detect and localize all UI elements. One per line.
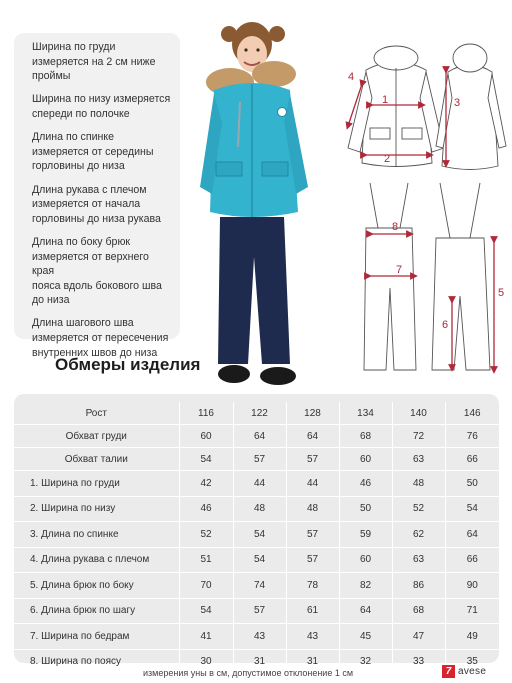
measurement-note: Длина шагового шва измеряется от пересечения внутренних швов до низа (32, 317, 169, 359)
table-cell: 51 (179, 547, 233, 573)
table-cell: 140 (392, 402, 445, 425)
size-table (14, 402, 499, 674)
table-cell: 47 (392, 624, 445, 650)
table-cell: 76 (445, 425, 499, 448)
brand-logo (442, 665, 486, 678)
row-label: 1. Ширина по груди (14, 471, 179, 497)
table-cell: 32 (339, 649, 392, 674)
measurement-note: Длина рукава с плечом измеряется от начала горловины до низа рукава (32, 183, 161, 225)
table-cell: 64 (339, 598, 392, 624)
table-cell: 43 (233, 624, 286, 650)
page-title: Обмеры изделия (55, 355, 201, 374)
diagram-label-5: 5 (498, 287, 505, 299)
brand-name: avese (458, 666, 487, 677)
table-row (14, 624, 499, 650)
table-cell: 44 (286, 471, 339, 497)
table-cell: 57 (233, 598, 286, 624)
table-cell: 57 (286, 522, 339, 548)
measurement-note: Ширина по груди измеряется на 2 см ниже проймы (32, 41, 156, 83)
table-cell: 70 (179, 573, 233, 599)
table-cell: 54 (445, 496, 499, 522)
table-cell: 74 (233, 573, 286, 599)
table-cell: 68 (339, 425, 392, 448)
diagram-label-7: 7 (396, 264, 403, 276)
table-cell: 62 (392, 522, 445, 548)
table-cell: 86 (392, 573, 445, 599)
row-label: 3. Длина по спинке (14, 522, 179, 548)
table-row (14, 496, 499, 522)
measurement-diagrams (340, 28, 512, 388)
table-cell: 46 (179, 496, 233, 522)
table-cell: 33 (392, 649, 445, 674)
table-header-row (14, 402, 499, 425)
table-cell: 57 (233, 448, 286, 471)
table-cell: 68 (392, 598, 445, 624)
table-cell: 52 (392, 496, 445, 522)
row-label: Обхват талии (14, 448, 179, 471)
table-cell: 43 (286, 624, 339, 650)
row-label: 6. Длина брюк по шагу (14, 598, 179, 624)
table-row (14, 471, 499, 497)
table-cell: 52 (179, 522, 233, 548)
table-cell: 66 (445, 547, 499, 573)
table-cell: 42 (179, 471, 233, 497)
table-header-row (14, 425, 499, 448)
table-cell: 54 (233, 522, 286, 548)
table-row (14, 547, 499, 573)
row-label: 8. Ширина по поясу (14, 649, 179, 674)
table-row (14, 573, 499, 599)
table-cell: 48 (233, 496, 286, 522)
table-cell: 60 (339, 448, 392, 471)
table-cell: 48 (286, 496, 339, 522)
diagram-label-6: 6 (442, 319, 449, 331)
table-cell: 54 (179, 598, 233, 624)
table-cell: 78 (286, 573, 339, 599)
table-cell: 49 (445, 624, 499, 650)
table-cell: 30 (179, 649, 233, 674)
measurement-note: Длина по боку брюк измеряется от верхнего края пояса вдоль бокового шва до низа (32, 235, 162, 307)
footer-note: измерения уны в см, допустимое отклонение 1 см (143, 668, 354, 678)
table-cell: 46 (339, 471, 392, 497)
table-cell: 50 (445, 471, 499, 497)
diagram-label-8: 8 (392, 221, 399, 233)
diagram-label-3: 3 (454, 97, 461, 109)
table-cell: 116 (179, 402, 233, 425)
table-cell: 72 (392, 425, 445, 448)
table-cell: 64 (445, 522, 499, 548)
table-cell: 54 (179, 448, 233, 471)
table-cell: 63 (392, 448, 445, 471)
table-cell: 48 (392, 471, 445, 497)
table-cell: 90 (445, 573, 499, 599)
diagram-label-1: 1 (382, 94, 389, 106)
table-cell: 57 (286, 547, 339, 573)
table-row (14, 598, 499, 624)
table-cell: 122 (233, 402, 286, 425)
table-cell: 66 (445, 448, 499, 471)
table-cell: 45 (339, 624, 392, 650)
diagram-label-4: 4 (348, 71, 355, 83)
measurement-notes-panel (14, 33, 180, 359)
table-cell: 64 (233, 425, 286, 448)
table-cell: 146 (445, 402, 499, 425)
row-label: 2. Ширина по низу (14, 496, 179, 522)
table-cell: 41 (179, 624, 233, 650)
row-label: 5. Длина брюк по боку (14, 573, 179, 599)
table-cell: 71 (445, 598, 499, 624)
table-cell: 82 (339, 573, 392, 599)
table-cell: 63 (392, 547, 445, 573)
table-cell: 31 (286, 649, 339, 674)
table-cell: 35 (445, 649, 499, 674)
table-cell: 64 (286, 425, 339, 448)
table-row (14, 522, 499, 548)
row-label: Рост (85, 407, 107, 419)
measurement-note: Ширина по низу измеряется спереди по полочке (32, 93, 171, 120)
table-cell: 61 (286, 598, 339, 624)
measurement-note: Длина по спинке измеряется от середины горловины до низа (32, 131, 154, 173)
table-cell: 31 (233, 649, 286, 674)
table-cell: 59 (339, 522, 392, 548)
row-label: 7. Ширина по бедрам (14, 624, 179, 650)
product-photo (192, 12, 342, 392)
table-cell: 60 (339, 547, 392, 573)
row-label: Обхват груди (14, 425, 179, 448)
table-cell: 44 (233, 471, 286, 497)
table-cell: 57 (286, 448, 339, 471)
brand-mark-icon: 7 (442, 665, 455, 678)
table-header-row (14, 448, 499, 471)
table-cell: 60 (179, 425, 233, 448)
size-table-panel (14, 394, 499, 668)
table-cell: 50 (339, 496, 392, 522)
diagram-label-2: 2 (384, 153, 391, 165)
row-label: 4. Длина рукава с плечом (14, 547, 179, 573)
table-cell: 54 (233, 547, 286, 573)
table-cell: 134 (339, 402, 392, 425)
table-cell: 128 (286, 402, 339, 425)
